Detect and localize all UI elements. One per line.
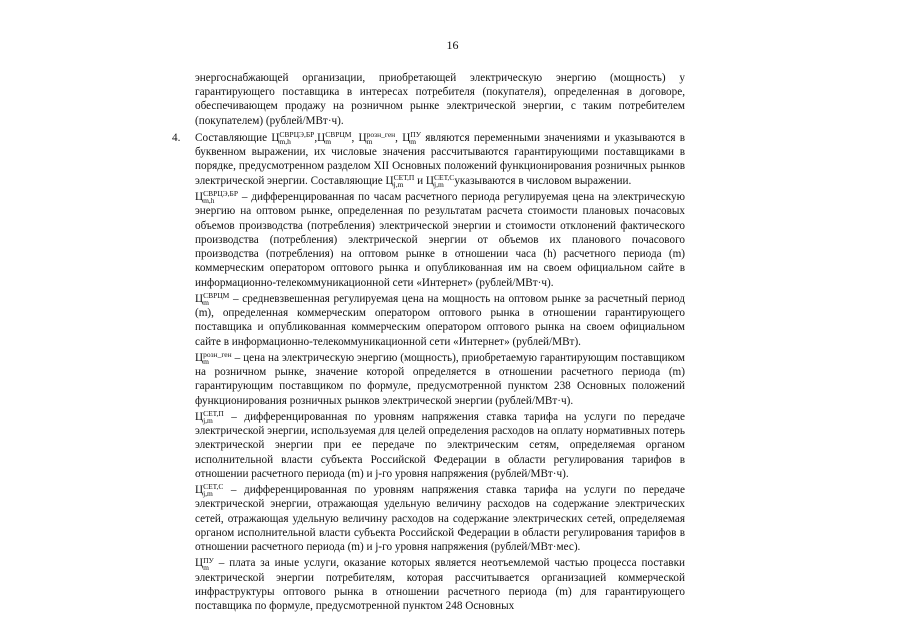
item-number: 4.	[172, 131, 181, 144]
definition-text: – дифференцированная по часам расчетного периода регулируемая цена на электрическую энергию на оптовом рынке, определенная по результатам расчета стоимости плановых почасовых объемов производства (потребления) электрической энергии и стоимости отклонений фактического производства (потребления) электрической энергии от объемов их планового почасового производства (потребления) на оптовом рынке в отношении часа (h) расчетного периода (m) коммерческим оператором оптового рынка и опубликованная им на своем официальном сайте в информационно-телекоммуникационной сети «Интернет» (рублей/МВт·ч).	[195, 191, 686, 289]
symbol-set-p: Ц СЕТ,П j,m	[385, 173, 415, 190]
intro-paragraph: энергоснабжающей организации, приобретающей электрическую энергию (мощность) у гарантирующего поставщика в интересах потребителя (покупателя), определенная в договоре, обеспечивающем продажу на розничном рынке электрической энергии, с таким потребителем (покупателем) (рублей/МВт·ч).	[195, 72, 685, 127]
item-4-paragraph: 4. Составляющие Ц СВРЦЭ,БР m,h ,Ц СВРЦМ m , Ц розн_ген m , Ц ПУ m являются переменными значениями и указываются в буквенном выражении, их числовые значения рассчитываются гарантирующими поставщиками в порядке, предусмотренном разделом XII Основных положений функционирования розничных рынков электрической энергии. Составляющие Ц СЕТ,П j,m и Ц СЕТ,С j,m указываются в числовом выражении.	[172, 130, 686, 190]
item-tail-text: указываются в числовом выражении.	[454, 174, 632, 187]
definition-text: – дифференцированная по уровням напряжения ставка тарифа на услуги по передаче электрической энергии, используемая для целей определения расходов на оплату нормативных потерь электрической энергии при ее передаче по электрическим сетям, определяемая органом исполнительной власти субъекта Российской Федерации в области регулирования тарифов в отношении расчетного периода (m) и j-го уровня напряжения (рублей/МВт·ч).	[195, 410, 686, 480]
definition-rozn-gen	[195, 351, 685, 408]
definition-text: – плата за иные услуги, оказание которых является неотъемлемой частью процесса поставки электрической энергии потребителям, которая рассчитывается организацией коммерческой инфраструктуры оптового рынка в отношении расчетного периода (m) для гарантирующего поставщика по формуле, предусмотренной пунктом 248 Основных	[195, 557, 686, 613]
page-number: 16	[446, 38, 459, 52]
item-lead-text: Составляющие	[195, 131, 268, 144]
item-middle-text: являются переменными значениями и указываются в буквенном выражении, их числовые значения рассчитываются гарантирующими поставщиками в порядке, предусмотренном разделом XII Основных положений функционирования розничных рынков электрической энергии. Составляющие	[195, 131, 686, 187]
symbol-svrtsebr: Ц СВРЦЭ,БР m,h	[271, 130, 315, 147]
symbol-svrtsebr: Ц СВРЦЭ,БР m,h	[195, 189, 238, 206]
definition-pu	[195, 556, 685, 613]
symbol-set-c: Ц СЕТ,С j,m	[195, 482, 224, 499]
document-body	[172, 71, 686, 614]
symbol-rozn-gen: Ц розн_ген m	[358, 130, 396, 147]
definition-text: – дифференцированная по уровням напряжения ставка тарифа на услуги по передаче электрической энергии, отражающая удельную величину расходов на содержание электрических сетей, отражающая удельную величину расходов на содержание электрических сетей, определяемая органом исполнительной власти субъекта Российской Федерации в области регулирования тарифов в отношении расчетного периода (m) и j-го уровня напряжения (рублей/МВт·мес).	[195, 484, 686, 554]
definition-set-c	[195, 483, 685, 554]
symbol-pu: Ц ПУ m	[402, 130, 422, 147]
item-and-text: и	[417, 174, 424, 187]
definition-text: – цена на электрическую энергию (мощность), приобретаемую гарантирующим поставщиком на розничном рынке, значение которой определяется в отношении расчетного периода (m) гарантирующим поставщиком по формуле, предусмотренной пунктом 238 Основных положений функционирования розничных рынков электрической энергии (рублей/МВт·ч).	[195, 351, 685, 407]
symbol-svrtsm: Ц СВРЦМ m	[195, 291, 230, 308]
symbol-svrtsm: Ц СВРЦМ m	[317, 130, 352, 147]
definition-text: – средневзвешенная регулируемая цена на мощность на оптовом рынке за расчетный период (m), определенная коммерческим оператором оптового рынка в отношении гарантирующего поставщика и опубликованная коммерческим оператором оптового рынка на своем официальном сайте в информационно-телекоммуникационной сети «Интернет» (рублей/МВт).	[195, 292, 686, 348]
symbol-set-c: Ц СЕТ,С j,m	[425, 173, 455, 190]
symbol-set-p: Ц СЕТ,П j,m	[195, 409, 224, 426]
symbol-pu: Ц ПУ m	[195, 555, 214, 572]
definition-svrtsebr	[195, 190, 685, 290]
definition-svrtsm	[195, 292, 685, 349]
symbol-rozn-gen: Ц розн_ген m	[195, 350, 232, 367]
definition-set-p	[195, 410, 685, 481]
